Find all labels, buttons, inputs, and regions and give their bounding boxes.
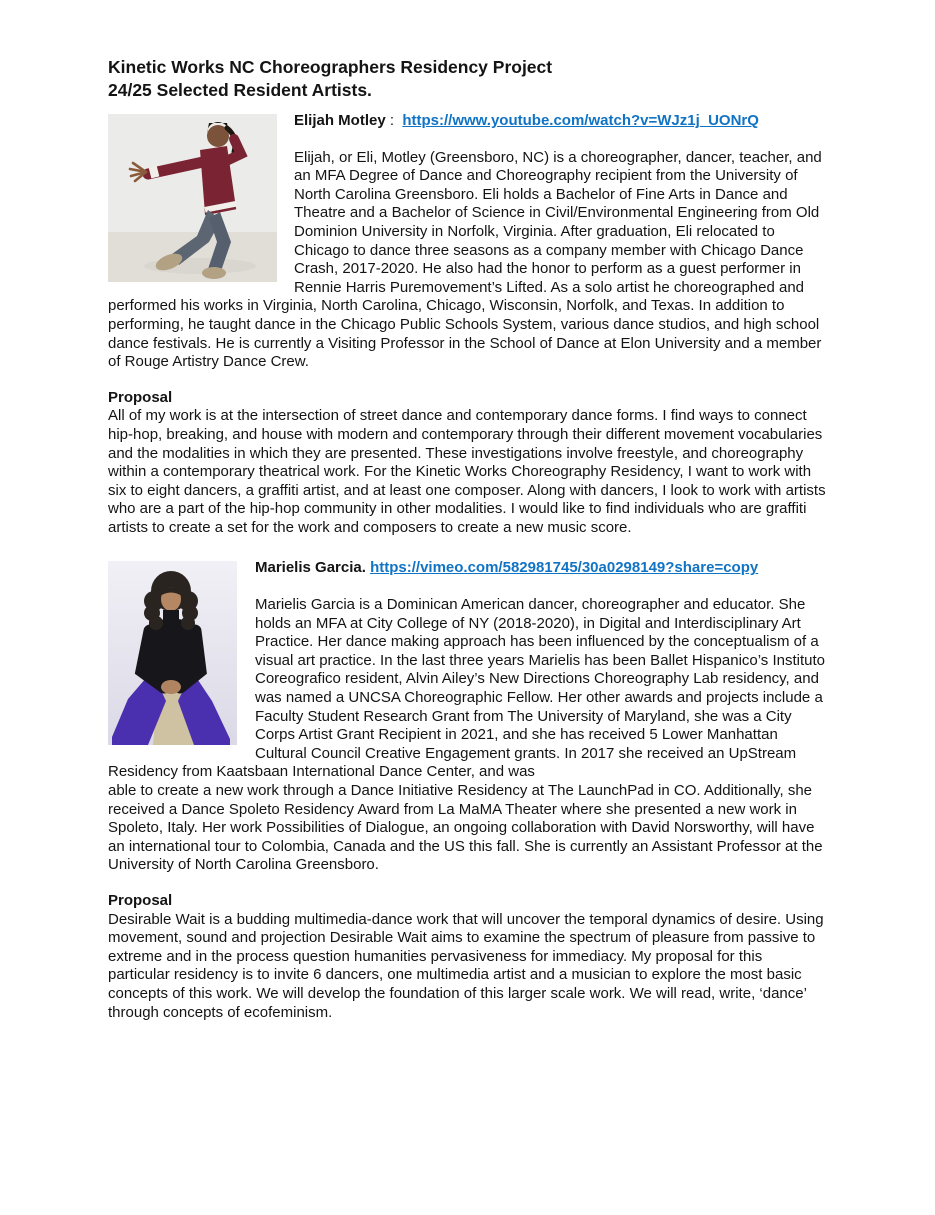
artist-video-link[interactable]: https://www.youtube.com/watch?v=WJz1j_UONrQ	[402, 112, 759, 129]
dancer-illustration	[108, 114, 277, 282]
artist-name: Marielis Garcia.	[255, 559, 366, 577]
document-title	[108, 56, 828, 101]
elijah-motley-photo	[108, 114, 277, 282]
seated-portrait-illustration	[108, 561, 237, 745]
proposal-heading: Proposal	[108, 891, 173, 909]
document-title-line2: 24/25 Selected Resident Artists.	[108, 79, 372, 100]
artist-name: Elijah Motley	[294, 112, 386, 129]
proposal-text: Desirable Wait is a budding multimedia-dance work that will uncover the temporal dynamics of desire. Using movement, sound and projection Desirable Wait aims to examine the spectrum of pleasure from passive to extreme and in the process question humanities pervasiveness for immediacy. My proposal for this particular residency is to invite 6 dancers, one multimedia artist and a musician to explore the most basic concepts of this work. We will develop the foundation of this larger scale work. We will read, write, ‘dance’ through concepts of ecofeminism.	[108, 910, 824, 1021]
artist-video-link[interactable]: https://vimeo.com/582981745/30a0298149?share=copy	[370, 559, 759, 577]
proposal-heading: Proposal	[108, 388, 173, 406]
artist-bio: Elijah, or Eli, Motley (Greensboro, NC) is a choreographer, dancer, teacher, and an MFA Degree of Dance and Choreography recipient from the University of North Carolina Greensboro. Eli holds a Bachelor of Fine Arts in Dance and Theatre and a Bachelor of Science in Civil/Environmental Engineering from Old Dominion University in Norfolk, Virginia. After graduation, Eli relocated to Chicago to dance three seasons as a company member with Chicago Dance Crash, 2017-2020. He also had the honor to perform as a guest performer in Rennie Harris Puremovement’s Lifted. As a solo artist he choreographed and performed his works in Virginia, North Carolina, Chicago, Wisconsin, Norfolk, and Texas. In addition to performing, he taught dance in the Chicago Public Schools System, various dance studios, and high school dance festivals. He is currently a Visiting Professor in the School of Dance at Elon University and a member of Rouge Artistry Dance Crew.	[108, 148, 822, 371]
marielis-garcia-photo	[108, 561, 237, 745]
document-title-line1: Kinetic Works NC Choreographers Residency Project	[108, 57, 553, 77]
artist-section-elijah-motley	[108, 112, 828, 537]
name-separator: :	[385, 112, 403, 129]
artist-bio: Marielis Garcia is a Dominican American dancer, choreographer and educator. She holds an MFA at City College of NY (2018-2020), in Digital and Interdisciplinary Art Practice. Her dance making approach has been influenced by the conceptualism of a visual art practice. In the last three years Marielis has been Ballet Hispanico’s Instituto Coreografico resident, Alvin Ailey’s New Directions Choreography Lab residency, and was named a UNCSA Choreographic Fellow. Her other awards and projects include a Faculty Student Research Grant from The University of Maryland, she was a City Corps Artist Grant Recipient in 2021, and she has received 5 Lower Manhattan Cultural Council Creative Engagement grants. In 2017 she received an UpStream Residency from Kaatsbaan International Dance Center, and was able to create a new work through a Dance Initiative Residency at The LaunchPad in CO. Additionally, she received a Dance Spoleto Residency Award from La MaMA Theater where she presented a new work in Spoleto, Italy. Her work Possibilities of Dialogue, an ongoing collaboration with David Norsworthy, will have an international tour to Colombia, Canada and the US this fall. She is currently an Assistant Professor at the University of North Carolina Greensboro.	[108, 596, 825, 874]
proposal-text: All of my work is at the intersection of street dance and contemporary dance forms. I find ways to connect hip-hop, breaking, and house with modern and contemporary through their different movement vocabularies and the modalities in which they are presented. These investigations involve freestyle, and choreography within a contemporary theatrical work. For the Kinetic Works Choreography Residency, I want to work with six to eight dancers, a graffiti artist, and at least one composer. Along with dancers, I look to work with artists who are a part of the hip-hop community in other modalities. I would like to find individuals who are graffiti artists to create a set for the work and composers to create a new music score.	[108, 407, 826, 536]
artist-section-marielis-garcia	[108, 559, 828, 1022]
